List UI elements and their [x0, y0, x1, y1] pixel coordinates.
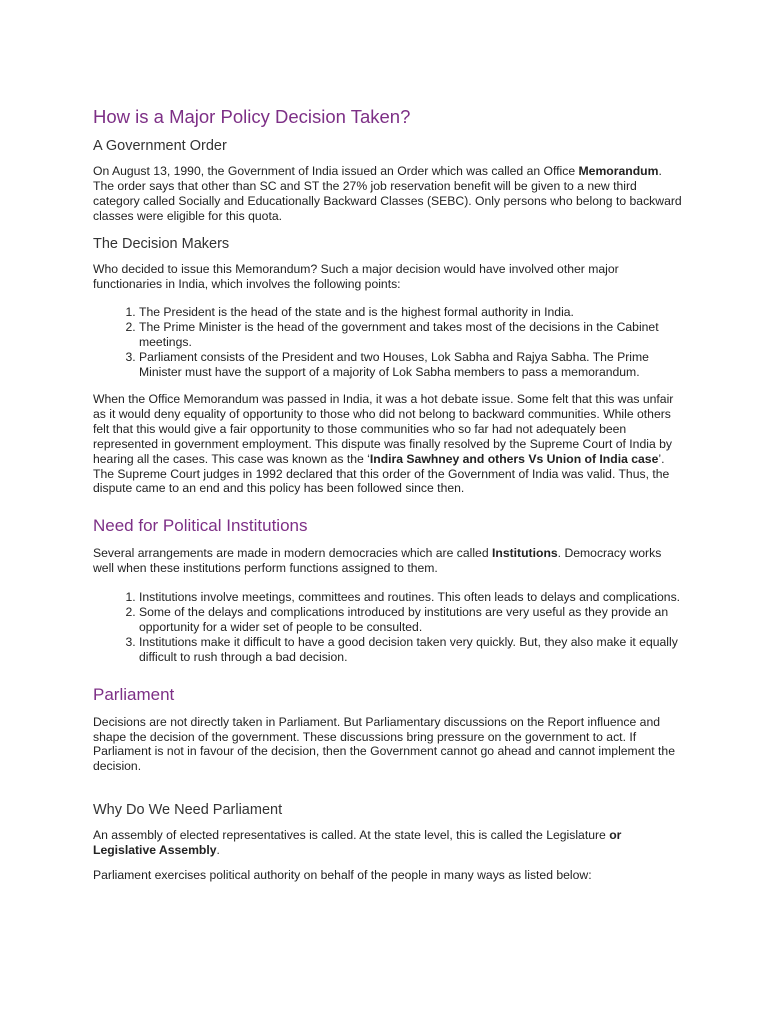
section-heading-decision-makers: The Decision Makers [93, 235, 230, 252]
text-run: Several arrangements are made in modern democracies which are called [93, 546, 492, 561]
document-content [93, 104, 683, 883]
list-item: 2. Some of the delays and complications introduced by institutions are very useful as they provide an opportunity for a wider set of people to be consulted. [139, 605, 683, 635]
text-run: . The order says that other than SC and ST the 27% job reservation benefit will be given to a new third category called Socially and Educationally Backward Classes (SEBC). Only persons who belong to backward classes were eligible for this quota. [93, 164, 682, 223]
section-heading-why-parliament: Why Do We Need Parliament [93, 802, 283, 819]
bold-term-institutions: Institutions [492, 546, 558, 561]
page-title: How is a Major Policy Decision Taken? [93, 106, 411, 127]
paragraph-memorandum-debate [93, 392, 683, 496]
bold-term-memorandum: Memorandum [578, 164, 659, 178]
list-item: 3. Institutions make it difficult to have a good decision taken very quickly. But, they also make it equally difficult to rush through a bad decision. [139, 635, 683, 665]
bold-term-legislative-assembly: or Legislative Assembly [93, 828, 622, 858]
text-run: On August 13, 1990, the Government of India issued an Order which was called an Office [93, 164, 579, 178]
bold-term-case-name: Indira Sawhney and others Vs Union of India case [369, 451, 659, 466]
section-heading-parliament: Parliament [93, 684, 175, 704]
list-item: 2. The Prime Minister is the head of the government and takes most of the decisions in the Cabinet meetings. [139, 320, 683, 350]
list-item: 3. Parliament consists of the President and two Houses, Lok Sabha and Rajya Sabha. The Prime Minister must have the support of a majority of Lok Sabha members to pass a memorandum. [139, 350, 683, 380]
institutions-list [93, 590, 683, 665]
decision-makers-list [93, 305, 683, 380]
text-run: . [216, 843, 220, 858]
paragraph-parliament: Decisions are not directly taken in Parliament. But Parliamentary discussions on the Report influence and shape the decision of the government. These discussions bring pressure on the government to act. If Parliament is not in favour of the decision, then the Government cannot go ahead and cannot implement the decision. [93, 714, 675, 774]
paragraph-parliament-authority: Parliament exercises political authority on behalf of the people in many ways as listed below: [93, 868, 592, 883]
paragraph-government-order [93, 164, 683, 224]
text-run: . Democracy works well when these institutions perform functions assigned to them. [93, 546, 662, 576]
text-run: ’. The Supreme Court judges in 1992 declared that this order of the Government of India was valid. Thus, the dispute came to an end and this policy has been followed since then. [93, 451, 670, 496]
text-run: When the Office Memorandum was passed in India, it was a hot debate issue. Some felt that this was unfair as it would deny equality of opportunity to those who did not belong to backward communities. While others felt that this would give a fair opportunity to those communities who so far had not adequately been represented in government employment. This dispute was finally resolved by the Supreme Court of India by hearing all the cases. This case was known as the ‘ [93, 391, 674, 466]
list-item: 1. The President is the head of the state and is the highest formal authority in India. [139, 305, 683, 320]
section-heading-political-institutions: Need for Political Institutions [93, 516, 308, 536]
paragraph-legislature [93, 828, 683, 858]
list-item: 1. Institutions involve meetings, committees and routines. This often leads to delays and complications. [139, 590, 683, 605]
text-run: An assembly of elected representatives is called. At the state level, this is called the Legislature [93, 828, 610, 843]
paragraph-institutions-intro [93, 546, 683, 576]
section-heading-government-order: A Government Order [93, 138, 227, 154]
paragraph-decision-makers-intro: Who decided to issue this Memorandum? Such a major decision would have involved other major functionaries in India, which involves the following points: [93, 261, 619, 291]
